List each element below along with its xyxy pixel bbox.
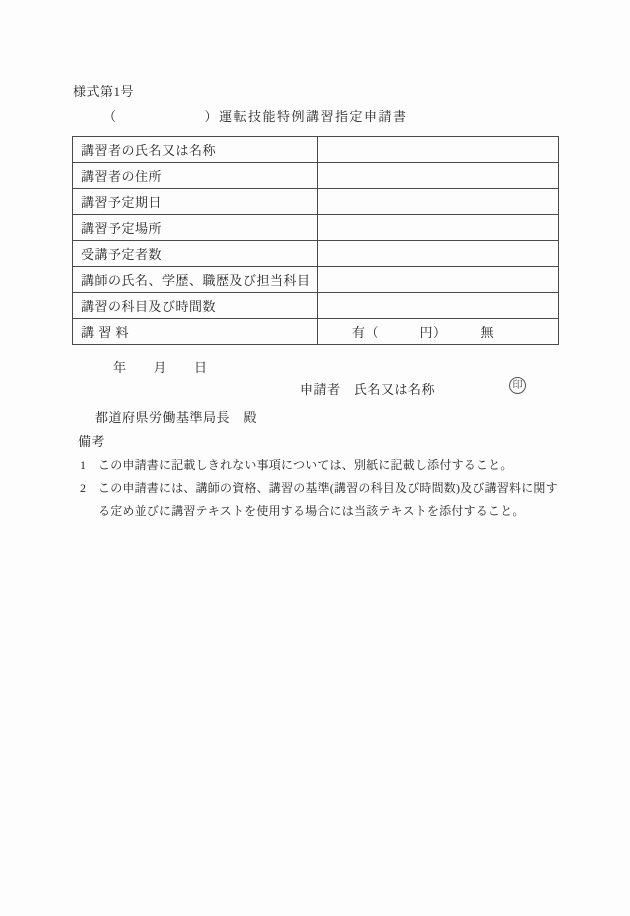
notes-heading: 備考 xyxy=(78,434,106,449)
table-row xyxy=(73,215,559,241)
table-row xyxy=(73,137,559,163)
row-label-training-fee: 講 習 料 xyxy=(73,319,318,345)
table-row xyxy=(73,319,559,345)
row-value-subjects-hours xyxy=(318,293,559,319)
row-label-trainer-name: 講習者の氏名又は名称 xyxy=(73,137,318,163)
seal-mark-icon: 印 xyxy=(509,377,526,394)
row-label-instructor-info: 講師の氏名、学歴、職歴及び担当科目 xyxy=(73,267,318,293)
note-item xyxy=(80,454,560,477)
table-row xyxy=(73,267,559,293)
form-number-label: 様式第1号 xyxy=(73,84,135,99)
note-number: 2 xyxy=(80,481,86,495)
row-label-scheduled-date: 講習予定期日 xyxy=(73,189,318,215)
note-text: この申請書に記載しきれない事項については、別紙に記載し添付すること。 xyxy=(98,458,513,472)
row-label-trainer-address: 講習者の住所 xyxy=(73,163,318,189)
row-value-scheduled-place xyxy=(318,215,559,241)
row-label-scheduled-place: 講習予定場所 xyxy=(73,215,318,241)
row-value-trainer-address xyxy=(318,163,559,189)
notes-list xyxy=(80,454,560,523)
table-row xyxy=(73,189,559,215)
note-item xyxy=(80,477,560,523)
applicant-name-label: 申請者 氏名又は名称 xyxy=(300,382,436,397)
row-label-subjects-hours: 講習の科目及び時間数 xyxy=(73,293,318,319)
row-value-instructor-info xyxy=(318,267,559,293)
row-value-scheduled-date xyxy=(318,189,559,215)
note-number: 1 xyxy=(80,458,86,472)
note-text: この申請書には、講師の資格、講習の基準(講習の科目及び時間数)及び講習料に関する定め並びに講習テキストを使用する場合には当該テキストを添付すること。 xyxy=(98,481,558,518)
row-value-trainer-name xyxy=(318,137,559,163)
table-row xyxy=(73,293,559,319)
table-row xyxy=(73,163,559,189)
addressee-line: 都道府県労働基準局長 殿 xyxy=(95,410,258,425)
row-label-expected-attendees: 受講予定者数 xyxy=(73,241,318,267)
document-title: （ ）運転技能特例講習指定申請書 xyxy=(103,109,408,124)
row-value-expected-attendees xyxy=(318,241,559,267)
row-value-training-fee: 有（ 円） 無 xyxy=(318,319,559,345)
table-row xyxy=(73,241,559,267)
date-line: 年 月 日 xyxy=(113,360,208,375)
application-table xyxy=(72,136,559,345)
